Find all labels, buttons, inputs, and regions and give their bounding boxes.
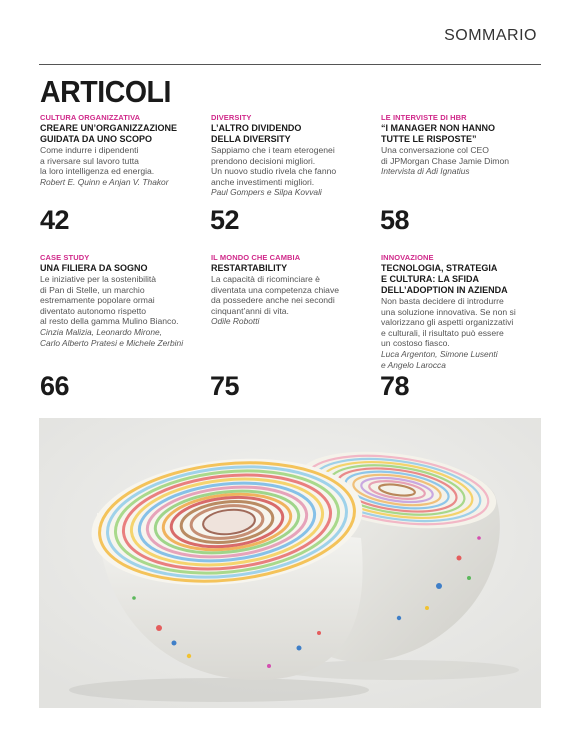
article-headline: “I MANAGER NON HANNO TUTTE LE RISPOSTE”: [381, 123, 495, 144]
article-headline: UNA FILIERA DA SOGNO: [40, 263, 148, 273]
article-changing-world[interactable]: [211, 253, 371, 327]
article-headline: CREARE UN’ORGANIZZAZIONE GUIDATA DA UNO SCOPO: [40, 123, 177, 144]
article-authors: Luca Argenton, Simone Lusenti e Angelo Larocca: [381, 348, 498, 370]
page-number[interactable]: 52: [210, 205, 240, 235]
page-number[interactable]: 78: [380, 371, 410, 401]
article-description: Le iniziative per la sostenibilità di Pan di Stelle, un marchio estremamente popolare ormai diventato autonomo rispetto al resto della gamma Mulino Bianco.: [40, 274, 179, 327]
article-description: Una conversazione col CEO di JPMorgan Chase Jamie Dimon: [381, 145, 510, 166]
article-kicker: IL MONDO CHE CAMBIA: [211, 253, 301, 262]
article-case-study[interactable]: [40, 253, 208, 348]
article-authors: Paul Gompers e Silpa Kovvali: [211, 187, 322, 198]
article-kicker: INNOVAZIONE: [381, 253, 434, 262]
page-number[interactable]: 42: [40, 205, 70, 235]
article-description: La capacità di ricominciare è diventata una competenza chiave da possedere anche nei secondi cinquant’anni di vita.: [211, 274, 340, 316]
header-rule: [39, 64, 541, 65]
article-description: Non basta decidere di introdurre una soluzione innovativa. Se non si valorizzano gli aspetti organizzativi e culturali, il risultato può essere un costoso fiasco.: [381, 296, 516, 349]
section-header-label: SOMMARIO: [444, 27, 537, 44]
article-authors: Cinzia Malizia, Leonardo Mirone, Carlo Alberto Pratesi e Michele Zerbini: [40, 326, 184, 348]
article-kicker: CASE STUDY: [40, 253, 90, 262]
hero-photo: [39, 418, 541, 708]
article-authors: Robert E. Quinn e Anjan V. Thakor: [40, 176, 169, 187]
article-description: Sappiamo che i team eterogenei prendono decisioni migliori. Un nuovo studio rivela che fanno anche investimenti migliori.: [211, 145, 337, 187]
page-number[interactable]: 75: [210, 371, 240, 401]
page-number[interactable]: 66: [40, 371, 70, 401]
article-authors: Intervista di Adi Ignatius: [381, 166, 470, 177]
article-kicker: LE INTERVISTE DI HBR: [381, 113, 467, 122]
article-headline: TECNOLOGIA, STRATEGIA E CULTURA: LA SFIDA DELL’ADOPTION IN AZIENDA: [381, 263, 508, 295]
article-diversity[interactable]: [211, 113, 371, 198]
article-headline: L’ALTRO DIVIDENDO DELLA DIVERSITY: [211, 123, 302, 144]
section-title: ARTICOLI: [40, 74, 171, 109]
article-kicker: DIVERSITY: [211, 113, 252, 122]
article-headline: RESTARTABILITY: [211, 263, 288, 273]
article-culture[interactable]: [40, 113, 200, 187]
article-authors: Odile Robotti: [211, 316, 260, 327]
article-kicker: CULTURA ORGANIZZATIVA: [40, 113, 141, 122]
article-innovation[interactable]: [381, 253, 541, 370]
article-interview[interactable]: [381, 113, 541, 177]
article-description: Come indurre i dipendenti a riversare sul lavoro tutta la loro intelligenza ed energia.: [40, 145, 155, 177]
page-number[interactable]: 58: [380, 205, 410, 235]
